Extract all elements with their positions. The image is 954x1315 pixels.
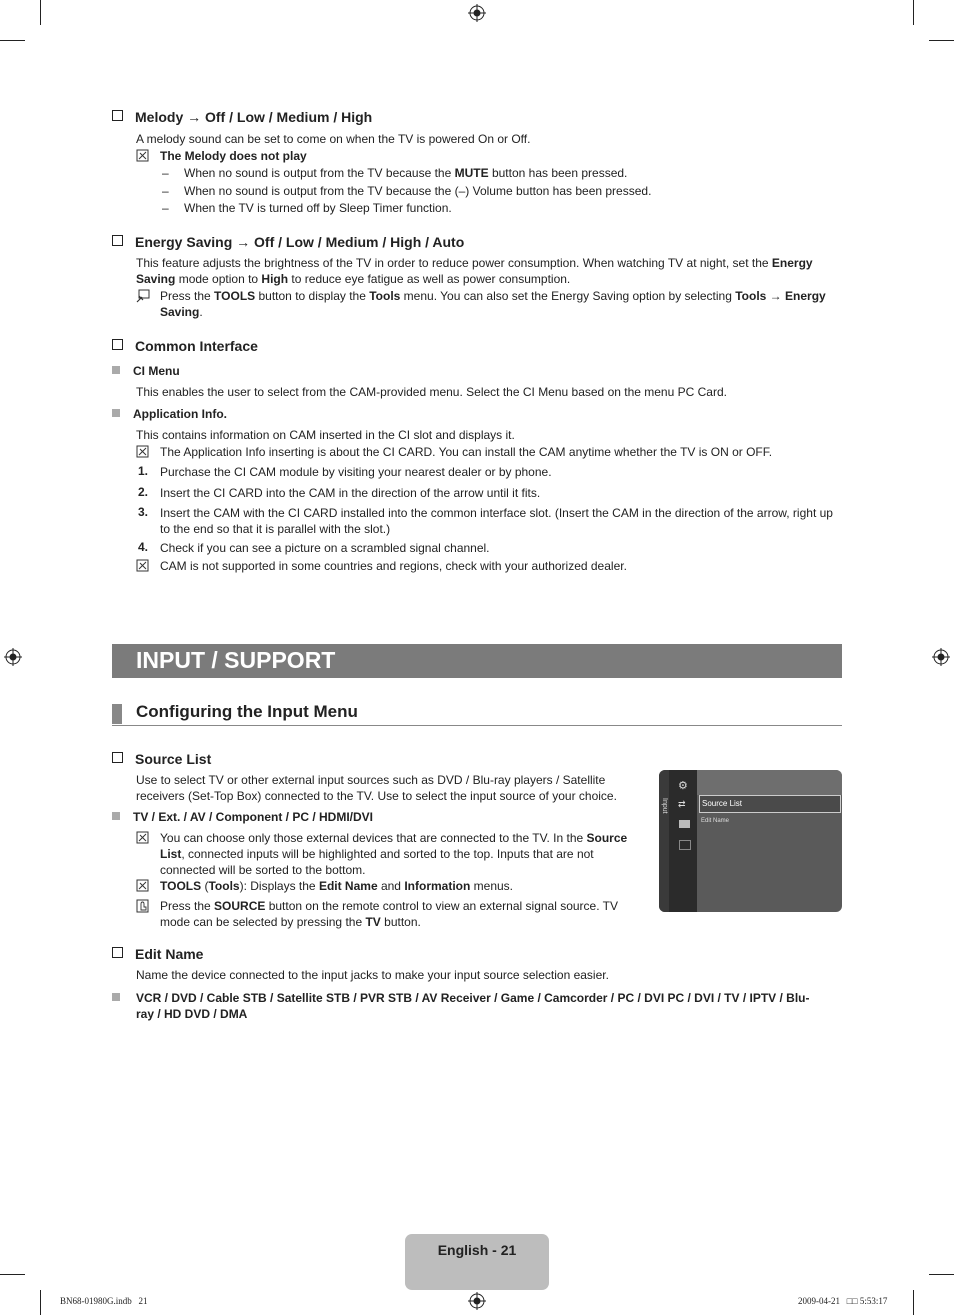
- source-list-description: Use to select TV or other external input sources such as DVD / Blu-ray players / Satellite receivers (Set-Top Box) connected to the TV. Use to select the input source of your choice.: [136, 773, 617, 803]
- crop-mark: [913, 1290, 914, 1315]
- checkbox-bullet-icon: [112, 110, 123, 121]
- energy-saving-heading: Energy Saving → Off / Low / Medium / High / Auto: [112, 234, 464, 250]
- note-icon: [136, 879, 150, 893]
- checkbox-bullet-icon: [112, 947, 123, 958]
- crop-mark: [40, 0, 41, 25]
- melody-bullet: When no sound is output from the TV because the MUTE button has been pressed.: [184, 166, 628, 180]
- remote-button-icon: [136, 899, 150, 913]
- subheading-rule: [112, 725, 842, 726]
- note-icon: [136, 149, 150, 163]
- melody-heading: Melody → Off / Low / Medium / High: [112, 109, 372, 125]
- melody-note-title: The Melody does not play: [160, 149, 307, 163]
- osd-input-menu: [659, 770, 842, 912]
- square-bullet-icon: [112, 993, 120, 1001]
- step-number: 3.: [138, 505, 149, 519]
- subheading-marker: [112, 704, 122, 724]
- checkbox-bullet-icon: [112, 235, 123, 246]
- osd-support-icon: [679, 840, 691, 850]
- melody-bullet: When the TV is turned off by Sleep Timer function.: [184, 201, 452, 215]
- square-bullet-icon: [112, 812, 120, 820]
- crop-mark: [0, 40, 25, 41]
- osd-app-icon: [679, 820, 690, 828]
- cam-note: CAM is not supported in some countries and regions, check with your authorized dealer.: [160, 559, 627, 573]
- crop-mark: [913, 0, 914, 25]
- source-list-note: You can choose only those external devices that are connected to the TV. In the Source List, connected inputs will be highlighted and sorted to the top. Inputs that are not connected will be sorted to the bottom.: [160, 831, 628, 877]
- osd-input-icon: ⇄: [678, 799, 686, 809]
- energy-saving-description: This feature adjusts the brightness of the TV in order to reduce power consumption. When watching TV at night, set the Energy Saving mode option to High to reduce eye fatigue as well as power consumption.: [136, 256, 813, 286]
- ci-menu-description: This enables the user to select from the CAM-provided menu. Select the CI Menu based on the menu PC Card.: [136, 385, 727, 399]
- osd-source-list-item[interactable]: Source List: [699, 795, 841, 813]
- checkbox-bullet-icon: [112, 339, 123, 350]
- subheading: Configuring the Input Menu: [136, 702, 358, 721]
- registration-mark-icon: [468, 1292, 486, 1310]
- registration-mark-icon: [468, 4, 486, 22]
- application-info-title: Application Info.: [112, 407, 227, 421]
- step-number: 2.: [138, 485, 149, 499]
- source-list-inputs: TV / Ext. / AV / Component / PC / HDMI/DVI: [112, 810, 373, 824]
- tools-note: TOOLS (Tools): Displays the Edit Name and Information menus.: [160, 879, 514, 893]
- common-interface-heading: Common Interface: [112, 338, 258, 354]
- registration-mark-icon: [932, 648, 950, 666]
- crop-mark: [929, 1274, 954, 1275]
- page-number: English - 21: [437, 1242, 517, 1258]
- step-text: Insert the CI CARD into the CAM in the direction of the arrow until it fits.: [160, 486, 541, 500]
- osd-gear-icon: ⚙: [678, 780, 688, 792]
- square-bullet-icon: [112, 409, 120, 417]
- source-list-heading: Source List: [112, 751, 211, 767]
- osd-edit-name-item[interactable]: Edit Name: [701, 818, 730, 824]
- checkbox-bullet-icon: [112, 752, 123, 763]
- note-icon: [136, 445, 150, 459]
- step-text: Purchase the CI CAM module by visiting your nearest dealer or by phone.: [160, 465, 552, 479]
- application-info-note: The Application Info inserting is about the CI CARD. You can install the CAM anytime whether the TV is ON or OFF.: [160, 445, 773, 459]
- edit-name-description: Name the device connected to the input jacks to make your input source selection easier.: [136, 968, 609, 982]
- crop-mark: [40, 1290, 41, 1315]
- file-info: BN68-01980G.indb 21: [60, 1296, 148, 1306]
- step-number: 1.: [138, 464, 149, 478]
- energy-saving-tip: Press the TOOLS button to display the Tools menu. You can also set the Energy Saving option by selecting Tools → Energy Saving.: [160, 289, 826, 319]
- page-number-tab: [405, 1234, 549, 1290]
- date-info: 2009-04-21 □□ 5:53:17: [798, 1296, 888, 1306]
- chapter-title: INPUT / SUPPORT: [136, 647, 336, 673]
- chapter-banner: [112, 644, 842, 678]
- melody-description: A melody sound can be set to come on when the TV is powered On or Off.: [136, 132, 531, 146]
- step-text: Check if you can see a picture on a scrambled signal channel.: [160, 541, 490, 555]
- step-text: Insert the CAM with the CI CARD installed into the common interface slot. (Insert the CAM in the direction of the arrow, right up to the end so that it is parallel with the slot.): [160, 506, 833, 536]
- note-icon: [136, 559, 150, 573]
- osd-side-strip: [659, 770, 669, 912]
- melody-bullet: When no sound is output from the TV because the (–) Volume button has been pressed.: [184, 184, 652, 198]
- registration-mark-icon: [4, 648, 22, 666]
- step-number: 4.: [138, 540, 149, 554]
- crop-mark: [0, 1274, 25, 1275]
- application-info-description: This contains information on CAM inserted in the CI slot and displays it.: [136, 428, 515, 442]
- ci-menu-title: CI Menu: [112, 364, 180, 378]
- tools-icon: [136, 289, 150, 303]
- osd-header: [697, 770, 842, 795]
- source-button-note: Press the SOURCE button on the remote control to view an external signal source. TV mode can be selected by pressing the TV button.: [160, 899, 619, 929]
- crop-mark: [929, 40, 954, 41]
- osd-side-label: Input: [661, 798, 668, 814]
- edit-name-heading: Edit Name: [112, 946, 203, 962]
- note-icon: [136, 831, 150, 845]
- square-bullet-icon: [112, 366, 120, 374]
